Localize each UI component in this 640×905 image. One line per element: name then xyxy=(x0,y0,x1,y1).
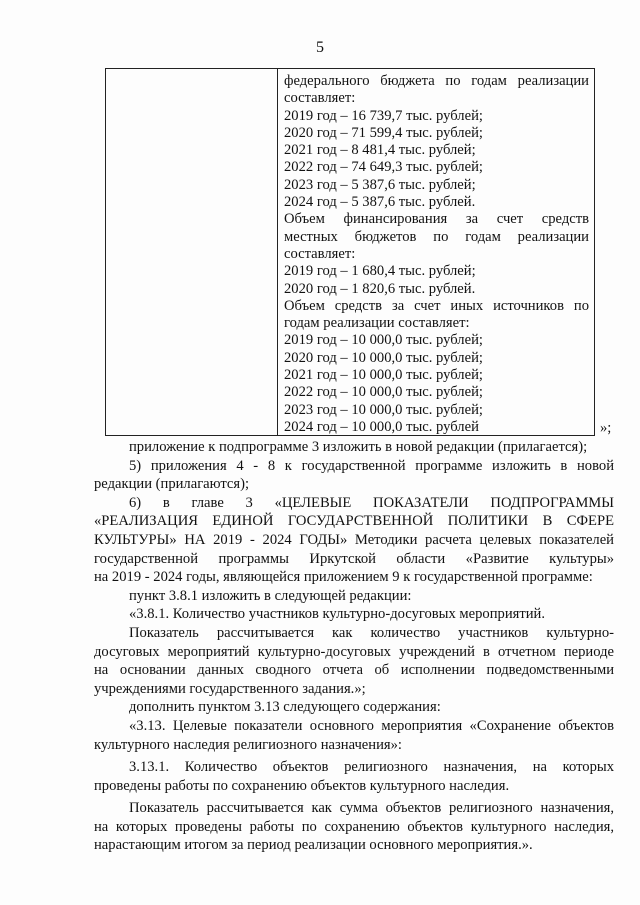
table-line: федерального бюджета по годам реализации xyxy=(284,73,589,89)
paragraph-line: приложение к подпрограмме 3 изложить в новой редакции (прилагается); xyxy=(129,439,588,455)
table-line: 2024 год – 10 000,0 тыс. рублей xyxy=(284,418,479,435)
paragraph-line: нарастающим итогом за период реализации основного мероприятия.». xyxy=(94,837,533,854)
table-line: составляет: xyxy=(284,245,356,262)
table-line: 2022 год – 74 649,3 тыс. рублей; xyxy=(284,159,483,176)
table-line: 2019 год – 10 000,0 тыс. рублей; xyxy=(284,332,483,349)
paragraph-line: государственной программы Иркутской области «Развитие культуры» xyxy=(94,550,614,567)
table-line: 2019 год – 16 739,7 тыс. рублей; xyxy=(284,107,483,124)
table-column-divider xyxy=(277,69,278,435)
table-line: Объем средств за счет иных источников по xyxy=(284,297,589,314)
paragraph-line: пункт 3.8.1 изложить в следующей редакции: xyxy=(129,587,412,604)
table-line: 2023 год – 10 000,0 тыс. рублей; xyxy=(284,401,483,418)
paragraph-line: «3.13. Целевые показатели основного мероприятия «Сохранение объектов xyxy=(129,717,614,734)
paragraph-line: 5) приложения 4 - 8 к государственной программе изложить в новой xyxy=(129,457,614,474)
table-line: составляет: xyxy=(284,90,356,107)
paragraph-line: проведены работы по сохранению объектов культурного наследия. xyxy=(94,777,510,794)
closing-quote: »; xyxy=(600,420,612,436)
paragraph-line: на которых проведены работы по сохранению объектов культурного наследия, xyxy=(94,818,614,835)
paragraph-line: Показатель рассчитывается как сумма объектов религиозного назначения, xyxy=(129,800,614,817)
paragraph-line: 6) в главе 3 «ЦЕЛЕВЫЕ ПОКАЗАТЕЛИ ПОДПРОГРАММЫ xyxy=(129,494,614,511)
paragraph-line: КУЛЬТУРЫ» НА 2019 - 2024 ГОДЫ» Методики расчета целевых показателей xyxy=(94,531,614,548)
paragraph-line: «РЕАЛИЗАЦИЯ ЕДИНОЙ ГОСУДАРСТВЕННОЙ ПОЛИТИКИ В СФЕРЕ xyxy=(94,513,614,530)
document-body xyxy=(94,438,614,855)
financing-cell xyxy=(284,73,589,436)
table-line: Объем финансирования за счет средств xyxy=(284,211,589,228)
paragraph-line: на основании данных сводного отчета об исполнении подведомственными xyxy=(94,662,614,679)
table-line: 2019 год – 1 680,4 тыс. рублей; xyxy=(284,263,476,280)
paragraph-line: культурного наследия религиозного назначения»: xyxy=(94,736,402,753)
page-number: 5 xyxy=(316,39,324,56)
paragraph-line: дополнить пунктом 3.13 следующего содержания: xyxy=(129,699,441,716)
table-line: 2021 год – 10 000,0 тыс. рублей; xyxy=(284,367,483,384)
financing-table xyxy=(105,68,595,436)
paragraph-line: Показатель рассчитывается как количество участников культурно- xyxy=(129,624,614,641)
paragraph-line: 3.13.1. Количество объектов религиозного назначения, на которых xyxy=(129,759,614,776)
table-line: 2022 год – 10 000,0 тыс. рублей; xyxy=(284,384,483,401)
paragraph-line: редакции (прилагаются); xyxy=(94,476,250,493)
paragraph-line: досуговых мероприятий культурно-досуговых учреждений в отчетном периоде xyxy=(94,643,614,660)
table-line: 2021 год – 8 481,4 тыс. рублей; xyxy=(284,142,476,159)
table-line: 2023 год – 5 387,6 тыс. рублей; xyxy=(284,176,476,193)
paragraph-line: учреждениями государственного задания.»; xyxy=(94,680,366,697)
table-line: 2020 год – 71 599,4 тыс. рублей; xyxy=(284,124,483,141)
table-line: 2020 год – 10 000,0 тыс. рублей; xyxy=(284,349,483,366)
paragraph-line: на 2019 - 2024 годы, являющейся приложением 9 к государственной программе: xyxy=(94,569,593,586)
table-line: 2020 год – 1 820,6 тыс. рублей. xyxy=(284,280,476,297)
paragraph-line: «3.8.1. Количество участников культурно-досуговых мероприятий. xyxy=(129,606,546,623)
table-line: годам реализации составляет: xyxy=(284,315,470,332)
table-line: 2024 год – 5 387,6 тыс. рублей. xyxy=(284,194,476,211)
table-line: местных бюджетов по годам реализации xyxy=(284,228,589,245)
